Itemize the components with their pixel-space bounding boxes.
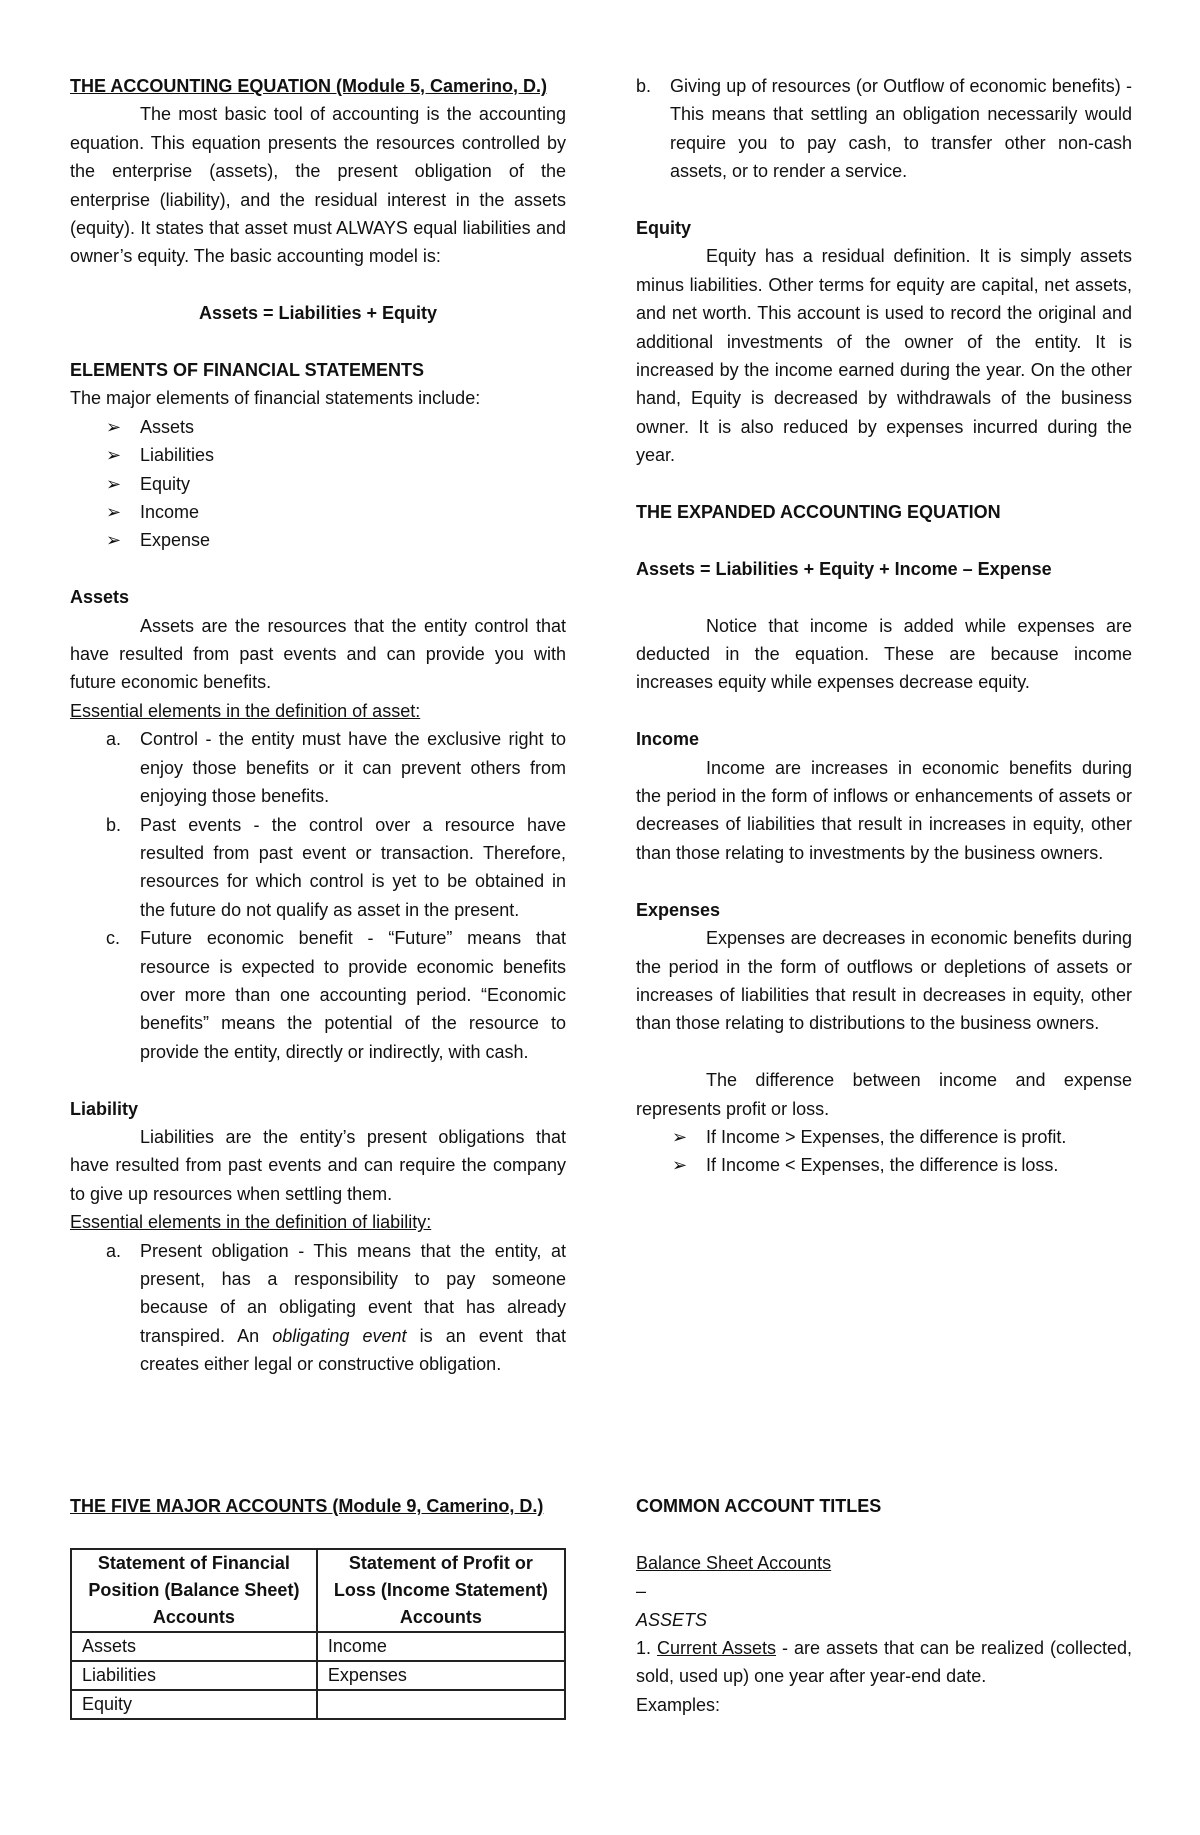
table-row [71, 1632, 565, 1661]
table-cell: Expenses [317, 1661, 565, 1690]
common-account-titles-heading: COMMON ACCOUNT TITLES [636, 1496, 882, 1516]
list-item: ➢ Expense [106, 526, 566, 554]
dash-line: – [636, 1581, 647, 1602]
expenses-heading: Expenses [636, 899, 721, 920]
balance-sheet-accounts-subtitle: Balance Sheet Accounts [636, 1552, 832, 1573]
arrow-bullet-icon: ➢ [106, 416, 122, 437]
equity-definition: Equity has a residual definition. It is simply assets minus liabilities. Other terms for equity are capital, net assets, and net worth. This account is used to record the original and additional investments of the owner of the entity. It is increased by the income earned during the year. On the other hand, Equity is decreased by withdrawals of the business owner. It is also reduced by expenses incurred during the year. [636, 246, 1132, 466]
expenses-definition: Expenses are decreases in economic benefits during the period in the form of outflows or depletions of assets or increases of liabilities that result in decreases in equity, other than those relating to distributions to the business owners. [636, 928, 1132, 1034]
difference-text: The difference between income and expense represents profit or loss. [636, 1070, 1132, 1119]
arrow-bullet-icon: ➢ [106, 473, 122, 494]
arrow-bullet-icon: ➢ [672, 1126, 688, 1147]
list-item: b. Past events - the control over a resource have resulted from past event or transaction. Therefore, resources for which control is yet to be obtained in the future do not qualify as asset in the present. [106, 814, 566, 920]
table-header: Statement of Profit or Loss (Income Statement) Accounts [317, 1549, 565, 1632]
basic-equation: Assets = Liabilities + Equity [198, 303, 438, 324]
table-row [71, 1690, 565, 1719]
current-assets-definition: 1. Current Assets - are assets that can be realized (collected, sold, used up) one year after year-end date. [636, 1638, 1132, 1687]
income-definition: Income are increases in economic benefits during the period in the form of inflows or enhancements of assets or decreases of liabilities that result in increases in equity, other than those relating to investments by the business owners. [636, 757, 1132, 863]
table-cell: Income [317, 1632, 565, 1661]
table-cell [317, 1690, 565, 1719]
accounting-equation-intro: The most basic tool of accounting is the accounting equation. This equation presents the resources controlled by the enterprise (assets), the present obligation of the enterprise (liability), and the residual interest in the assets (equity). It states that asset must ALWAYS equal liabilities and owner’s equity. The basic accounting model is: [70, 104, 566, 267]
examples-label: Examples: [636, 1694, 721, 1715]
arrow-bullet-icon: ➢ [106, 502, 122, 523]
table-cell: Liabilities [71, 1661, 317, 1690]
five-major-accounts-title: THE FIVE MAJOR ACCOUNTS (Module 9, Camerino, D.) [70, 1496, 544, 1516]
left-column [70, 72, 566, 1379]
list-item: b. Giving up of resources (or Outflow of economic benefits) - This means that settling an obligation necessarily would require you to pay cash, to transfer other non-cash assets, or to render a service. [636, 76, 1132, 182]
five-major-accounts-section [70, 1492, 566, 1720]
liability-essential-list-continued [636, 72, 1132, 186]
liability-heading: Liability [70, 1098, 139, 1119]
assets-essential-heading: Essential elements in the definition of asset: [70, 700, 421, 721]
list-item: c. Future economic benefit - “Future” means that resource is expected to provide economic benefits over more than one accounting period. “Economic benefits” means the potential of the resource to provide the entity, directly or indirectly, with cash. [106, 928, 566, 1062]
arrow-bullet-icon: ➢ [106, 445, 122, 466]
assets-essential-list [70, 725, 566, 1066]
five-major-accounts-table [70, 1548, 566, 1720]
list-item: ➢ If Income > Expenses, the difference is profit. [672, 1123, 1132, 1151]
list-item: a. Control - the entity must have the exclusive right to enjoy those benefits or it can prevent others from enjoying those benefits. [106, 729, 566, 807]
arrow-bullet-icon: ➢ [106, 530, 122, 551]
table-cell: Assets [71, 1632, 317, 1661]
table-cell: Equity [71, 1690, 317, 1719]
arrow-bullet-icon: ➢ [672, 1155, 688, 1176]
table-row [71, 1661, 565, 1690]
elements-heading: ELEMENTS OF FINANCIAL STATEMENTS [70, 360, 424, 381]
common-account-titles-section [636, 1492, 1132, 1719]
expanded-equation-heading: THE EXPANDED ACCOUNTING EQUATION [636, 502, 1001, 523]
table-header-row [71, 1549, 565, 1632]
list-item: ➢ Assets [106, 413, 566, 441]
elements-intro: The major elements of financial statements include: [70, 388, 481, 409]
assets-label: ASSETS [636, 1609, 708, 1630]
list-item: ➢ Income [106, 498, 566, 526]
assets-definition: Assets are the resources that the entity control that have resulted from past events and can provide you with future economic benefits. [70, 615, 566, 693]
liability-essential-list [70, 1237, 566, 1379]
list-item: ➢ If Income < Expenses, the difference is loss. [672, 1151, 1132, 1179]
list-item: a. Present obligation - This means that the entity, at present, has a responsibility to pay someone because of an obligating event that has already transpired. An obligating event is an event that creates either legal or constructive obligation. [106, 1240, 566, 1375]
list-item: ➢ Equity [106, 470, 566, 498]
difference-list [636, 1123, 1132, 1180]
expanded-equation: Assets = Liabilities + Equity + Income – Expense [636, 558, 1052, 579]
elements-list [70, 413, 566, 555]
liability-definition: Liabilities are the entity’s present obligations that have resulted from past events and can require the company to give up resources when settling them. [70, 1126, 566, 1204]
table-header: Statement of Financial Position (Balance Sheet) Accounts [71, 1549, 317, 1632]
right-column [636, 72, 1132, 1180]
assets-heading: Assets [70, 587, 130, 608]
income-heading: Income [636, 729, 700, 750]
accounting-equation-title: THE ACCOUNTING EQUATION (Module 5, Camerino, D.) [70, 76, 548, 96]
liability-essential-heading: Essential elements in the definition of liability: [70, 1212, 432, 1233]
equity-heading: Equity [636, 218, 692, 239]
list-item: ➢ Liabilities [106, 441, 566, 469]
expanded-equation-notice: Notice that income is added while expenses are deducted in the equation. These are because income increases equity while expenses decrease equity. [636, 615, 1132, 693]
current-assets-label: Current Assets [657, 1638, 777, 1659]
